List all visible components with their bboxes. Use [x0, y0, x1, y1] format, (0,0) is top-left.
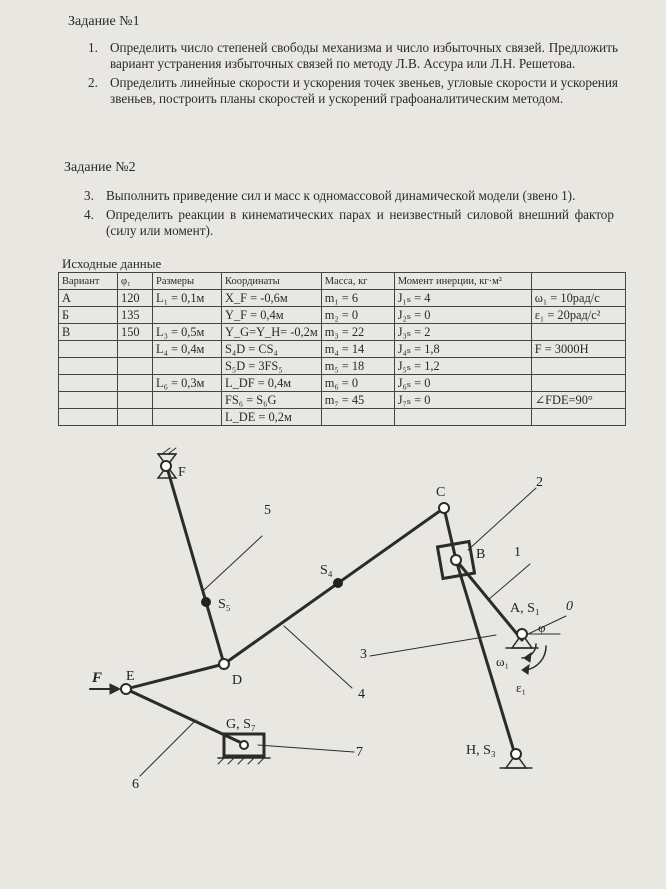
table-row	[59, 375, 626, 392]
table-row	[59, 358, 626, 375]
header-cell: Момент инерции, кг·м²	[394, 273, 531, 290]
joint-d	[219, 659, 229, 669]
joint-h	[511, 749, 521, 759]
table-cell: m₂ = 0	[321, 307, 394, 324]
table-cell: J₂ₛ = 0	[394, 307, 531, 324]
table-cell: Y_F = 0,4м	[222, 307, 322, 324]
table-cell: m₆ = 0	[321, 375, 394, 392]
table-cell: ε₁ = 20рад/с²	[531, 307, 625, 324]
table-cell: L_DE = 0,2м	[222, 409, 322, 426]
label-omega: ω₁	[496, 654, 510, 669]
label-eps: ε₁	[516, 680, 526, 695]
task1-title: Задание №1	[68, 14, 140, 29]
label-n5: 5	[264, 503, 271, 518]
data-table	[58, 272, 626, 426]
table-cell: J₅ₛ = 1,2	[394, 358, 531, 375]
link-e-d	[126, 664, 224, 689]
task-item-4: 4. Определить реакции в кинематических парах и неизвестный силовой внешний фактор (силу или момент).	[84, 207, 614, 238]
force-arrowhead	[110, 684, 120, 694]
label-n7: 7	[356, 745, 363, 760]
leader-1	[488, 564, 530, 600]
table-cell: FS₆ = S₆G	[222, 392, 322, 409]
table-cell	[118, 392, 153, 409]
joint-e	[121, 684, 131, 694]
table-cell	[59, 392, 118, 409]
table-cell: L₃ = 0,5м	[153, 324, 222, 341]
table-cell	[59, 375, 118, 392]
table-cell: 135	[118, 307, 153, 324]
label-force: F	[92, 670, 103, 686]
label-n3: 3	[360, 647, 367, 662]
table-cell: J₆ₛ = 0	[394, 375, 531, 392]
table-cell	[531, 375, 625, 392]
table-cell: 120	[118, 290, 153, 307]
table-cell: J₃ₛ = 2	[394, 324, 531, 341]
table-header-row	[59, 273, 626, 290]
label-n4: 4	[358, 687, 365, 702]
table-cell: J₇ₛ = 0	[394, 392, 531, 409]
table-cell: m₄ = 14	[321, 341, 394, 358]
table-cell: X_F = -0,6м	[222, 290, 322, 307]
table-cell: J₄ₛ = 1,8	[394, 341, 531, 358]
task1-list	[88, 40, 618, 110]
mechanism-diagram	[0, 440, 666, 889]
leader-4	[284, 626, 352, 688]
joint-g	[240, 741, 248, 749]
table-row	[59, 409, 626, 426]
table-row	[59, 341, 626, 358]
table-cell: ω₁ = 10рад/с	[531, 290, 625, 307]
label-c: C	[436, 485, 446, 500]
label-n1: 1	[514, 545, 521, 560]
label-g: G, S₇	[226, 717, 256, 732]
table-cell: F = 3000Н	[531, 341, 625, 358]
leader-2	[468, 488, 536, 550]
table-cell: m₅ = 18	[321, 358, 394, 375]
label-s4: S₄	[320, 563, 333, 578]
table-cell: L_DF = 0,4м	[222, 375, 322, 392]
task2-list	[84, 188, 614, 242]
label-b: B	[476, 547, 486, 562]
label-s5: S₅	[218, 597, 231, 612]
table-cell	[153, 358, 222, 375]
table-cell: m₇ = 45	[321, 392, 394, 409]
table-cell	[153, 409, 222, 426]
table-cell	[153, 392, 222, 409]
table-cell: L₁ = 0,1м	[153, 290, 222, 307]
header-cell: Размеры	[153, 273, 222, 290]
table-cell: А	[59, 290, 118, 307]
label-e: E	[126, 669, 135, 684]
joint-c	[439, 503, 449, 513]
task-item-3: 3. Выполнить приведение сил и масс к одномассовой динамической модели (звено 1).	[84, 188, 576, 203]
table-cell: Б	[59, 307, 118, 324]
table-cell	[531, 324, 625, 341]
label-n2: 2	[536, 475, 543, 490]
table-cell	[59, 341, 118, 358]
table-cell	[118, 375, 153, 392]
joint-f	[161, 461, 171, 471]
table-cell: m₃ = 22	[321, 324, 394, 341]
mass-center-s5	[201, 597, 211, 607]
joint-b	[451, 555, 461, 565]
leader-5	[204, 536, 262, 590]
task2-title: Задание №2	[64, 160, 136, 175]
header-cell: Масса, кг	[321, 273, 394, 290]
table-cell	[531, 409, 625, 426]
link-5	[166, 464, 224, 664]
table-row	[59, 392, 626, 409]
table-cell	[531, 358, 625, 375]
task-item-1: 1. Определить число степеней свободы механизма и число избыточных связей. Предложить вариант устранения избыточных связей по методу Л.В. Ассура или Л.Н. Решетова.	[88, 40, 618, 71]
table-row	[59, 290, 626, 307]
label-phi: φ	[538, 620, 546, 635]
label-a: A, S₁	[510, 601, 540, 616]
table-cell: 150	[118, 324, 153, 341]
table-cell: В	[59, 324, 118, 341]
leader-6	[140, 720, 196, 776]
mass-center-s4	[333, 578, 343, 588]
table-row	[59, 324, 626, 341]
header-cell: φ₁	[118, 273, 153, 290]
label-f-top: F	[178, 465, 186, 480]
table-cell: L₄ = 0,4м	[153, 341, 222, 358]
leader-7	[258, 745, 354, 752]
label-n6: 6	[132, 777, 139, 792]
header-cell: Координаты	[222, 273, 322, 290]
table-cell: J₁ₛ = 4	[394, 290, 531, 307]
table-cell	[118, 358, 153, 375]
table-cell: Y_G=Y_H= -0,2м	[222, 324, 322, 341]
header-cell	[531, 273, 625, 290]
leader-3	[370, 635, 496, 656]
table-cell	[153, 307, 222, 324]
table-cell: ∠FDE=90°	[531, 392, 625, 409]
label-h: H, S₃	[466, 743, 496, 758]
table-cell: m₁ = 6	[321, 290, 394, 307]
table-caption: Исходные данные	[62, 256, 162, 271]
table-cell: L₆ = 0,3м	[153, 375, 222, 392]
joint-a	[517, 629, 527, 639]
label-d: D	[232, 673, 243, 688]
table-row	[59, 307, 626, 324]
table-cell	[59, 409, 118, 426]
table-cell	[394, 409, 531, 426]
table-cell: S₄D = CS₄	[222, 341, 322, 358]
table-cell	[59, 358, 118, 375]
label-n0: 0	[566, 599, 573, 614]
task-item-2: 2. Определить линейные скорости и ускорения точек звеньев, угловые скорости и ускорения звеньев, построить планы скоростей и ускорений графоаналитическим методом.	[88, 75, 618, 106]
link-1	[456, 560, 522, 640]
table-cell	[118, 409, 153, 426]
header-cell: Вариант	[59, 273, 118, 290]
table-cell	[321, 409, 394, 426]
link-2-rod	[444, 508, 456, 560]
table-cell: S₅D = 3FS₅	[222, 358, 322, 375]
table-cell	[118, 341, 153, 358]
